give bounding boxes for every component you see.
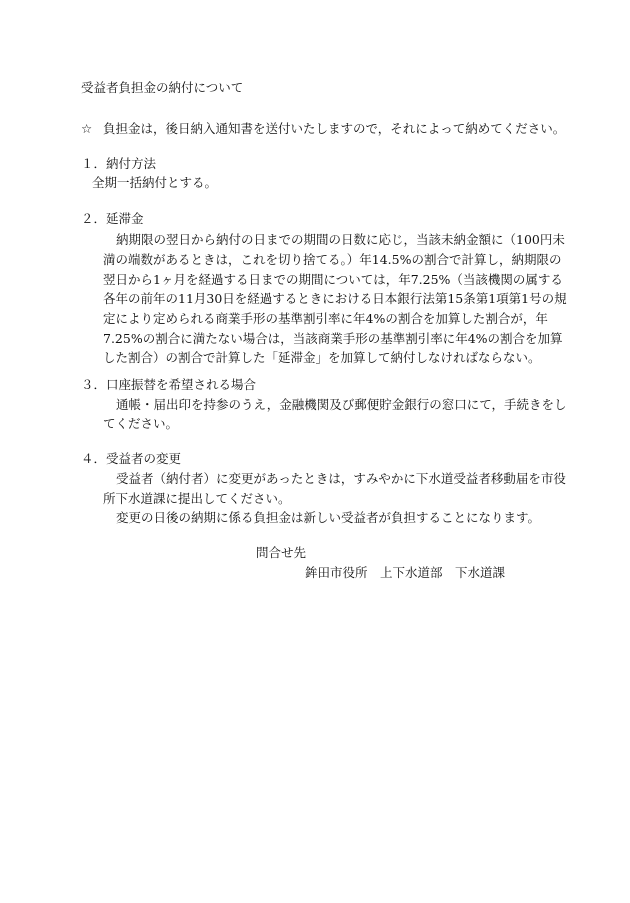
section-2-line-3: 翌日から1ヶ月を経過する日までの期間については，年7.25%（当該機関の属する bbox=[103, 272, 563, 287]
section-3-line-1: 通帳・届出印を持参のうえ，金融機関及び郵便貯金銀行の窓口にて，手続きをし bbox=[116, 397, 567, 412]
intro-star-mark: ☆ bbox=[81, 121, 93, 136]
section-2-line-5: 定により定められる商業手形の基準割引率に年4%の割合を加算した割合が，年 bbox=[103, 311, 548, 326]
section-1-heading: １．納付方法 bbox=[81, 156, 157, 171]
section-2-heading: ２．延滞金 bbox=[81, 211, 144, 226]
section-3-heading: ３．口座振替を希望される場合 bbox=[81, 377, 257, 392]
section-2-line-6: 7.25%の割合に満たない場合は，当該商業手形の基準割引率に年4%の割合を加算 bbox=[103, 331, 563, 346]
contact-label: 問合せ先 bbox=[256, 545, 307, 560]
intro-text: 負担金は，後日納入通知書を送付いたしますので，それによって納めてください。 bbox=[103, 121, 566, 136]
section-3-line-2: てください。 bbox=[103, 416, 179, 431]
section-2-line-7: した割合）の割合で計算した「延滞金」を加算して納付しなければならない。 bbox=[103, 350, 541, 365]
section-2-line-4: 各年の前年の11月30日を経過するときにおける日本銀行法第15条第1項第1号の規 bbox=[103, 291, 567, 306]
section-2-line-1: 納期限の翌日から納付の日までの期間の日数に応じ，当該未納金額に（100円未 bbox=[116, 232, 565, 247]
section-2-line-2: 満の端数があるときは，これを切り捨てる。）年14.5%の割合で計算し，納期限の bbox=[103, 252, 562, 267]
section-4-line-2: 所下水道課に提出してください。 bbox=[103, 491, 291, 506]
contact-office: 鉾田市役所 上下水道部 下水道課 bbox=[305, 565, 506, 580]
section-4-heading: ４．受益者の変更 bbox=[81, 451, 182, 466]
section-1-line-1: 全期一括納付とする。 bbox=[92, 175, 218, 190]
document-title: 受益者負担金の納付について bbox=[81, 80, 244, 95]
section-4-line-1: 受益者（納付者）に変更があったときは，すみやかに下水道受益者移動届を市役 bbox=[116, 471, 566, 486]
section-4-line-3: 変更の日後の納期に係る負担金は新しい受益者が負担することになります。 bbox=[116, 510, 541, 525]
